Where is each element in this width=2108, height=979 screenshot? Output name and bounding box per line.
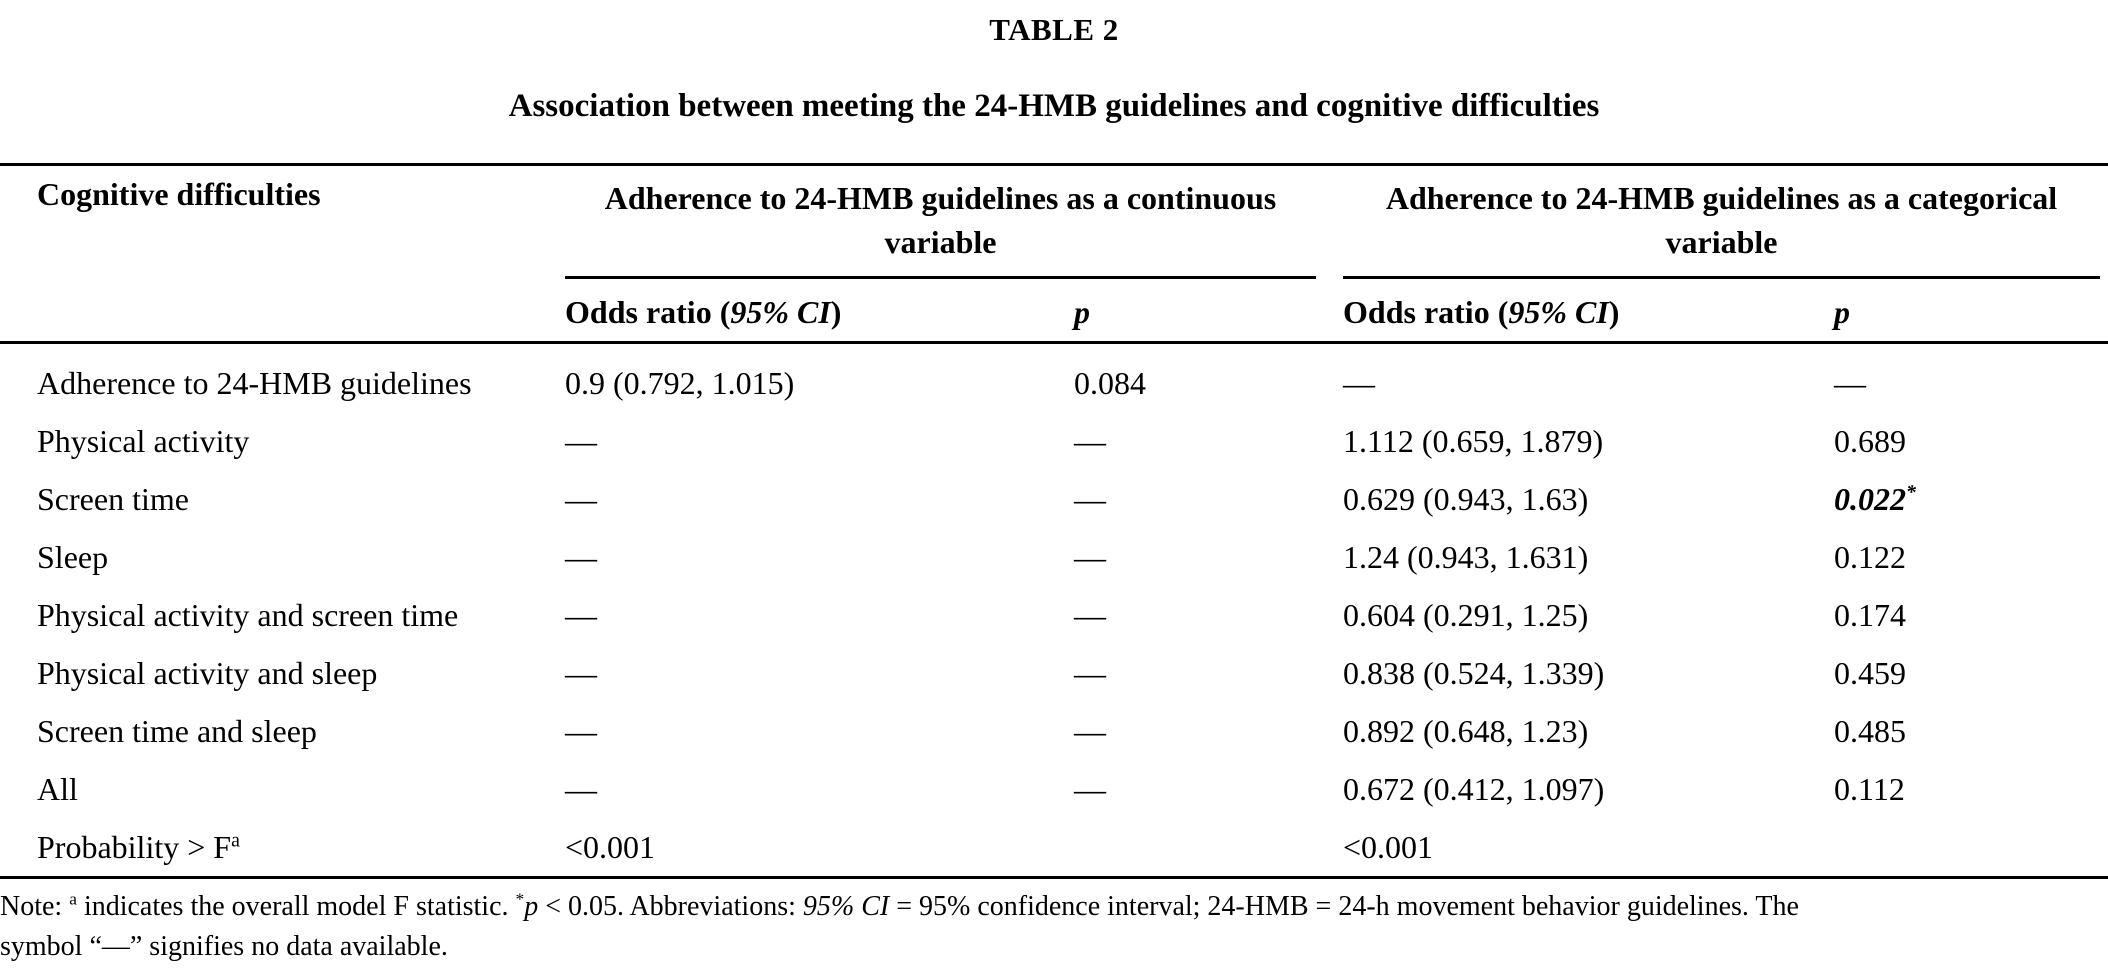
row-label: Physical activity and screen time [37,597,459,633]
group-header-continuous-text: Adherence to 24-HMB guidelines as a continuous variable [565,176,1316,279]
cell-categorical-or: 0.604 (0.291, 1.25) [1343,597,1589,633]
row-label: Physical activity and sleep [37,655,378,691]
cell-continuous-or: 0.9 (0.792, 1.015) [565,365,795,401]
cell-categorical-p: 0.174 [1834,597,1906,633]
group-header-categorical-text: Adherence to 24-HMB guidelines as a categorical variable [1343,176,2100,279]
row-label: Screen time and sleep [37,713,317,749]
cell-continuous-p: — [1074,713,1106,749]
column-header-cognitive-difficulties: Cognitive difficulties [0,165,565,343]
association-table [0,163,2108,879]
cell-categorical-or: 0.672 (0.412, 1.097) [1343,771,1605,807]
table-row-adherence [0,343,2108,413]
cell-continuous-p: — [1074,539,1106,575]
cell-continuous-or: — [565,771,597,807]
row-label: Sleep [37,539,109,575]
cell-continuous-p: — [1074,481,1106,517]
cell-continuous-or: — [565,539,597,575]
row-label: Probability > $F^a$ [37,829,240,865]
cell-categorical-p: 0.485 [1834,713,1906,749]
table-row-all [0,760,2108,818]
cell-categorical-or: 0.892 (0.648, 1.23) [1343,713,1589,749]
column-header-odds-ratio-categorical: Odds ratio (95% CI) [1343,279,1834,343]
footnote-marker-a: a [69,889,77,909]
table-row-pa-and-sleep [0,644,2108,702]
cell-categorical-p: 0.122 [1834,539,1906,575]
table-row-physical-activity [0,412,2108,470]
cell-categorical-or: 1.24 (0.943, 1.631) [1343,539,1589,575]
table-row-screen-time-and-sleep [0,702,2108,760]
cell-continuous-or: — [565,481,597,517]
cell-continuous-p: — [1074,423,1106,459]
cell-continuous-p: — [1074,597,1106,633]
table-row-pa-and-screen-time [0,586,2108,644]
row-label: Adherence to 24-HMB guidelines [37,365,472,401]
table-caption: Association between meeting the 24-HMB guidelines and cognitive difficulties [508,88,1600,124]
cell-categorical-or: 0.838 (0.524, 1.339) [1343,655,1605,691]
group-header-continuous [565,165,1343,280]
cell-continuous-p: — [1074,771,1106,807]
cell-categorical-p: 0.112 [1834,771,1905,807]
table-row-probability-f [0,818,2108,878]
cell-continuous-or: <0.001 [565,829,656,865]
cell-continuous-p: 0.084 [1074,365,1146,401]
row-label: All [37,771,78,807]
table-footnote: Note: $^a$ indicates the overall model F statistic. *p < 0.05. Abbreviations: 95% CI = 95% confidence interval; 24-HMB = 24-h movement behavior guidelines. The symbol “—” signifies no data available. [0,889,1799,962]
table-row-screen-time [0,470,2108,528]
cell-categorical-p-significant: 0.022* [1834,481,1916,517]
table-row-sleep [0,528,2108,586]
footnote-marker-star: * [515,889,525,909]
cell-categorical-p [1834,818,2108,878]
group-header-row [0,165,2108,280]
cell-categorical-or: 0.629 (0.943, 1.63) [1343,481,1589,517]
cell-continuous-or: — [565,597,597,633]
table-label: TABLE 2 [989,12,1119,47]
cell-continuous-p [1074,818,1343,878]
column-header-p-continuous: p [1074,279,1343,343]
group-header-categorical [1343,165,2108,280]
column-header-p-categorical: p [1834,279,2108,343]
cell-categorical-p: — [1834,365,1866,401]
cell-categorical-or: <0.001 [1343,829,1434,865]
cell-categorical-or: — [1343,365,1375,401]
column-header-odds-ratio-continuous: Odds ratio (95% CI) [565,279,1074,343]
cell-continuous-or: — [565,423,597,459]
cell-categorical-or: 1.112 (0.659, 1.879) [1343,423,1604,459]
row-label: Screen time [37,481,189,517]
cell-continuous-p: — [1074,655,1106,691]
cell-categorical-p: 0.689 [1834,423,1906,459]
cell-continuous-or: — [565,655,597,691]
cell-continuous-or: — [565,713,597,749]
cell-categorical-p: 0.459 [1834,655,1906,691]
row-label: Physical activity [37,423,250,459]
